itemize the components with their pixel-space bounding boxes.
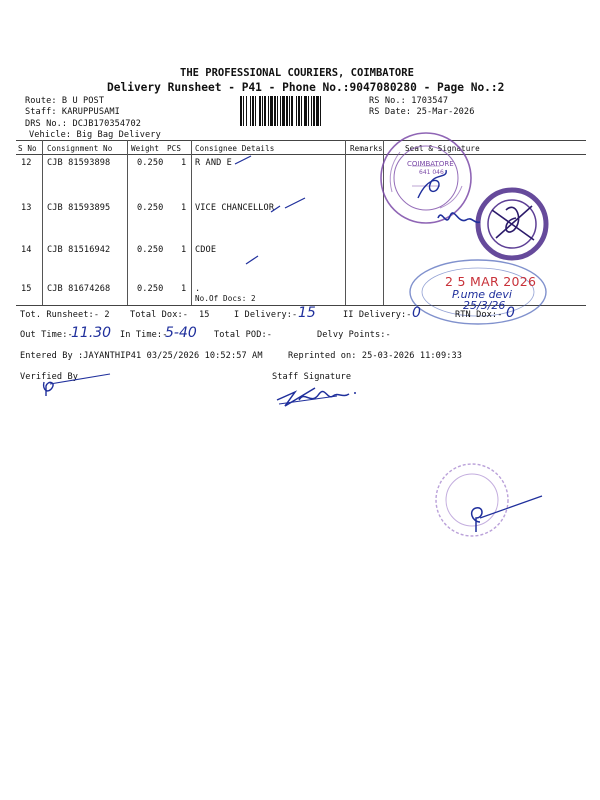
in-time-value: 5-40 [165,325,197,341]
row-sno: 14 [21,245,32,255]
barcode-bar [320,96,321,126]
verified-by-signature [38,372,138,402]
row-weight: 0.250 [137,203,164,213]
header-seal: Seal & Signature [405,144,480,153]
verified-by-label: Verified By [20,372,79,382]
row-consignment: CJB 81593895 [47,203,111,213]
total-dox-label: Total Dox:- [130,310,189,320]
stamp-coimbatore-label: COIMBATORE [407,160,454,168]
row-consignment: CJB 81516942 [47,245,111,255]
rs-number: RS No.: 1703547 [369,96,449,106]
col-divider [345,140,346,305]
barcode-bar [255,96,256,126]
ii-delivery-value: 0 [412,305,421,321]
barcode-bar [311,96,312,126]
barcode-bar [250,96,251,126]
header-weight: Weight [131,144,160,153]
barcode-bar [304,96,307,126]
tick-marks [220,150,340,300]
drs-number: DRS No.: DCJB170354702 [25,119,142,129]
barcode-bar [308,96,309,126]
row-consignee: R AND E [195,158,232,168]
ii-delivery-label: II Delivery:- [343,310,412,320]
barcode-bar [246,96,247,126]
date-stamp-hand-date: 25/3/26 [463,299,506,312]
row-consignee: CDOE [195,245,217,255]
date-stamp-hand-name: P.ume devi [452,288,512,301]
delivery-points: Delvy Points:- [317,330,391,340]
barcode-bar [316,96,319,126]
rtn-dox-value: 0 [506,305,515,321]
barcode-bar [259,96,261,126]
header-sno: S No [18,144,37,153]
staff-signature-mark [275,378,375,418]
in-time-label: In Time:- [120,330,168,340]
row-pcs: 1 [181,245,187,255]
col-divider [191,140,192,305]
row-consignment: CJB 81593898 [47,158,111,168]
row-consignee: VICE CHANCELLOR [195,203,275,213]
staff-signature-label: Staff Signature [272,372,352,382]
header-consignment: Consignment No [47,144,113,153]
date-stamp-text: 2 5 MAR 2026 [445,274,537,289]
barcode-bar [264,96,266,126]
barcode-bar [277,96,278,126]
barcode-bar [296,96,297,126]
barcode-bar [262,96,263,126]
barcode-bar [268,96,269,126]
table-top-rule [16,140,586,141]
rtn-dox-label: RTN Dox:- [455,310,503,320]
barcode-bar [286,96,288,126]
barcode-bar [313,96,315,126]
no-of-docs: No.Of Docs: 2 [195,294,256,303]
barcode-bar [291,96,293,126]
row-pcs: 1 [181,158,187,168]
company-title: THE PROFESSIONAL COURIERS, COIMBATORE [180,67,414,79]
row-sno: 12 [21,158,32,168]
i-delivery-value: 15 [298,305,316,321]
row-consignment: CJB 81674268 [47,284,111,294]
row-weight: 0.250 [137,245,164,255]
row-pcs: 1 [181,203,187,213]
bottom-seal-stamp [432,460,562,540]
staff-text: Staff: KARUPPUSAMI [25,107,120,117]
stamp-coimbatore-pin: 641 046 [419,169,444,176]
vehicle-text: Vehicle: Big Bag Delivery [29,130,161,140]
row-pcs: 1 [181,284,187,294]
col-divider [42,140,43,305]
barcode-bar [252,96,254,126]
row-sno: 13 [21,203,32,213]
entered-by: Entered By :JAYANTHIP41 03/25/2026 10:52:57 AM [20,351,263,361]
header-pcs: PCS [167,144,182,153]
barcode-bar [270,96,273,126]
barcode [240,96,365,126]
out-time-value: 11.30 [71,325,112,341]
barcode-bar [240,96,242,126]
rs-date: RS Date: 25-Mar-2026 [369,107,475,117]
barcode-bar [298,96,300,126]
header-consignee: Consignee Details [195,144,275,153]
row-weight: 0.250 [137,158,164,168]
barcode-bar [301,96,302,126]
total-dox-value: 15 [199,310,210,320]
total-runsheet: Tot. Runsheet:- 2 [20,310,110,320]
reprinted-on: Reprinted on: 25-03-2026 11:09:33 [288,351,463,361]
route-text: Route: B U POST [25,96,105,106]
col-divider [127,140,128,305]
barcode-bar [243,96,244,126]
barcode-bar [274,96,276,126]
i-delivery-label: I Delivery:- [234,310,298,320]
out-time-label: Out Time:- [20,330,73,340]
barcode-bar [289,96,290,126]
barcode-bar [280,96,281,126]
row-consignee: . [195,284,201,294]
runsheet-title: Delivery Runsheet - P41 - Phone No.:9047080280 - Page No.:2 [107,81,505,94]
total-pod: Total POD:- [214,330,273,340]
header-remarks: Remarks [350,144,383,153]
barcode-bar [282,96,285,126]
row-weight: 0.250 [137,284,164,294]
row-sno: 15 [21,284,32,294]
